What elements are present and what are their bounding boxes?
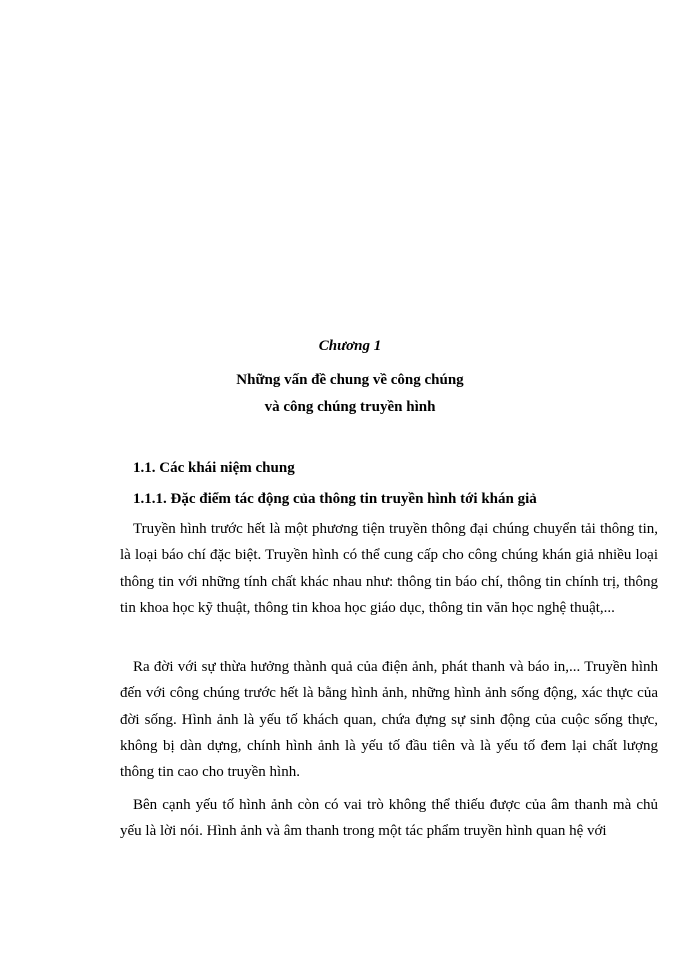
- body-paragraph-1: Truyền hình trước hết là một phương tiện truyền thông đại chúng chuyển tải thông tin, là loại báo chí đặc biệt. Truyền hình có thể cung cấp cho công chúng khán giả nhiều loại thông tin với những tính chất khác nhau như: thông tin báo chí, thông tin chính trị, thông tin khoa học kỹ thuật, thông tin khoa học giáo dục, thông tin văn học nghệ thuật,...: [120, 521, 658, 616]
- chapter-title-line-2: và công chúng truyền hình: [264, 399, 436, 415]
- chapter-title-line-1: Những vấn đề chung về công chúng: [236, 372, 464, 388]
- section-heading-1-1: 1.1. Các khái niệm chung: [133, 460, 295, 476]
- chapter-label: Chương 1: [318, 338, 382, 354]
- body-paragraph-2: Ra đời với sự thừa hưởng thành quả của điện ảnh, phát thanh và báo in,... Truyền hình đến với công chúng trước hết là bằng hình ảnh, những hình ảnh sống động, xác thực của đời sống. Hình ảnh là yếu tố khách quan, chứa đựng sự sinh động của cuộc sống thực, không bị dàn dựng, chính hình ảnh là yếu tố đầu tiên và là yếu tố đem lại chất lượng thông tin cao cho truyền hình.: [120, 659, 658, 781]
- body-paragraph-3: Bên cạnh yếu tố hình ảnh còn có vai trò không thể thiếu được của âm thanh mà chủ yếu là lời nói. Hình ảnh và âm thanh trong một tác phẩm truyền hình quan hệ với: [120, 797, 658, 840]
- section-heading-1-1-1: 1.1.1. Đặc điểm tác động của thông tin truyền hình tới khán giả: [133, 491, 537, 507]
